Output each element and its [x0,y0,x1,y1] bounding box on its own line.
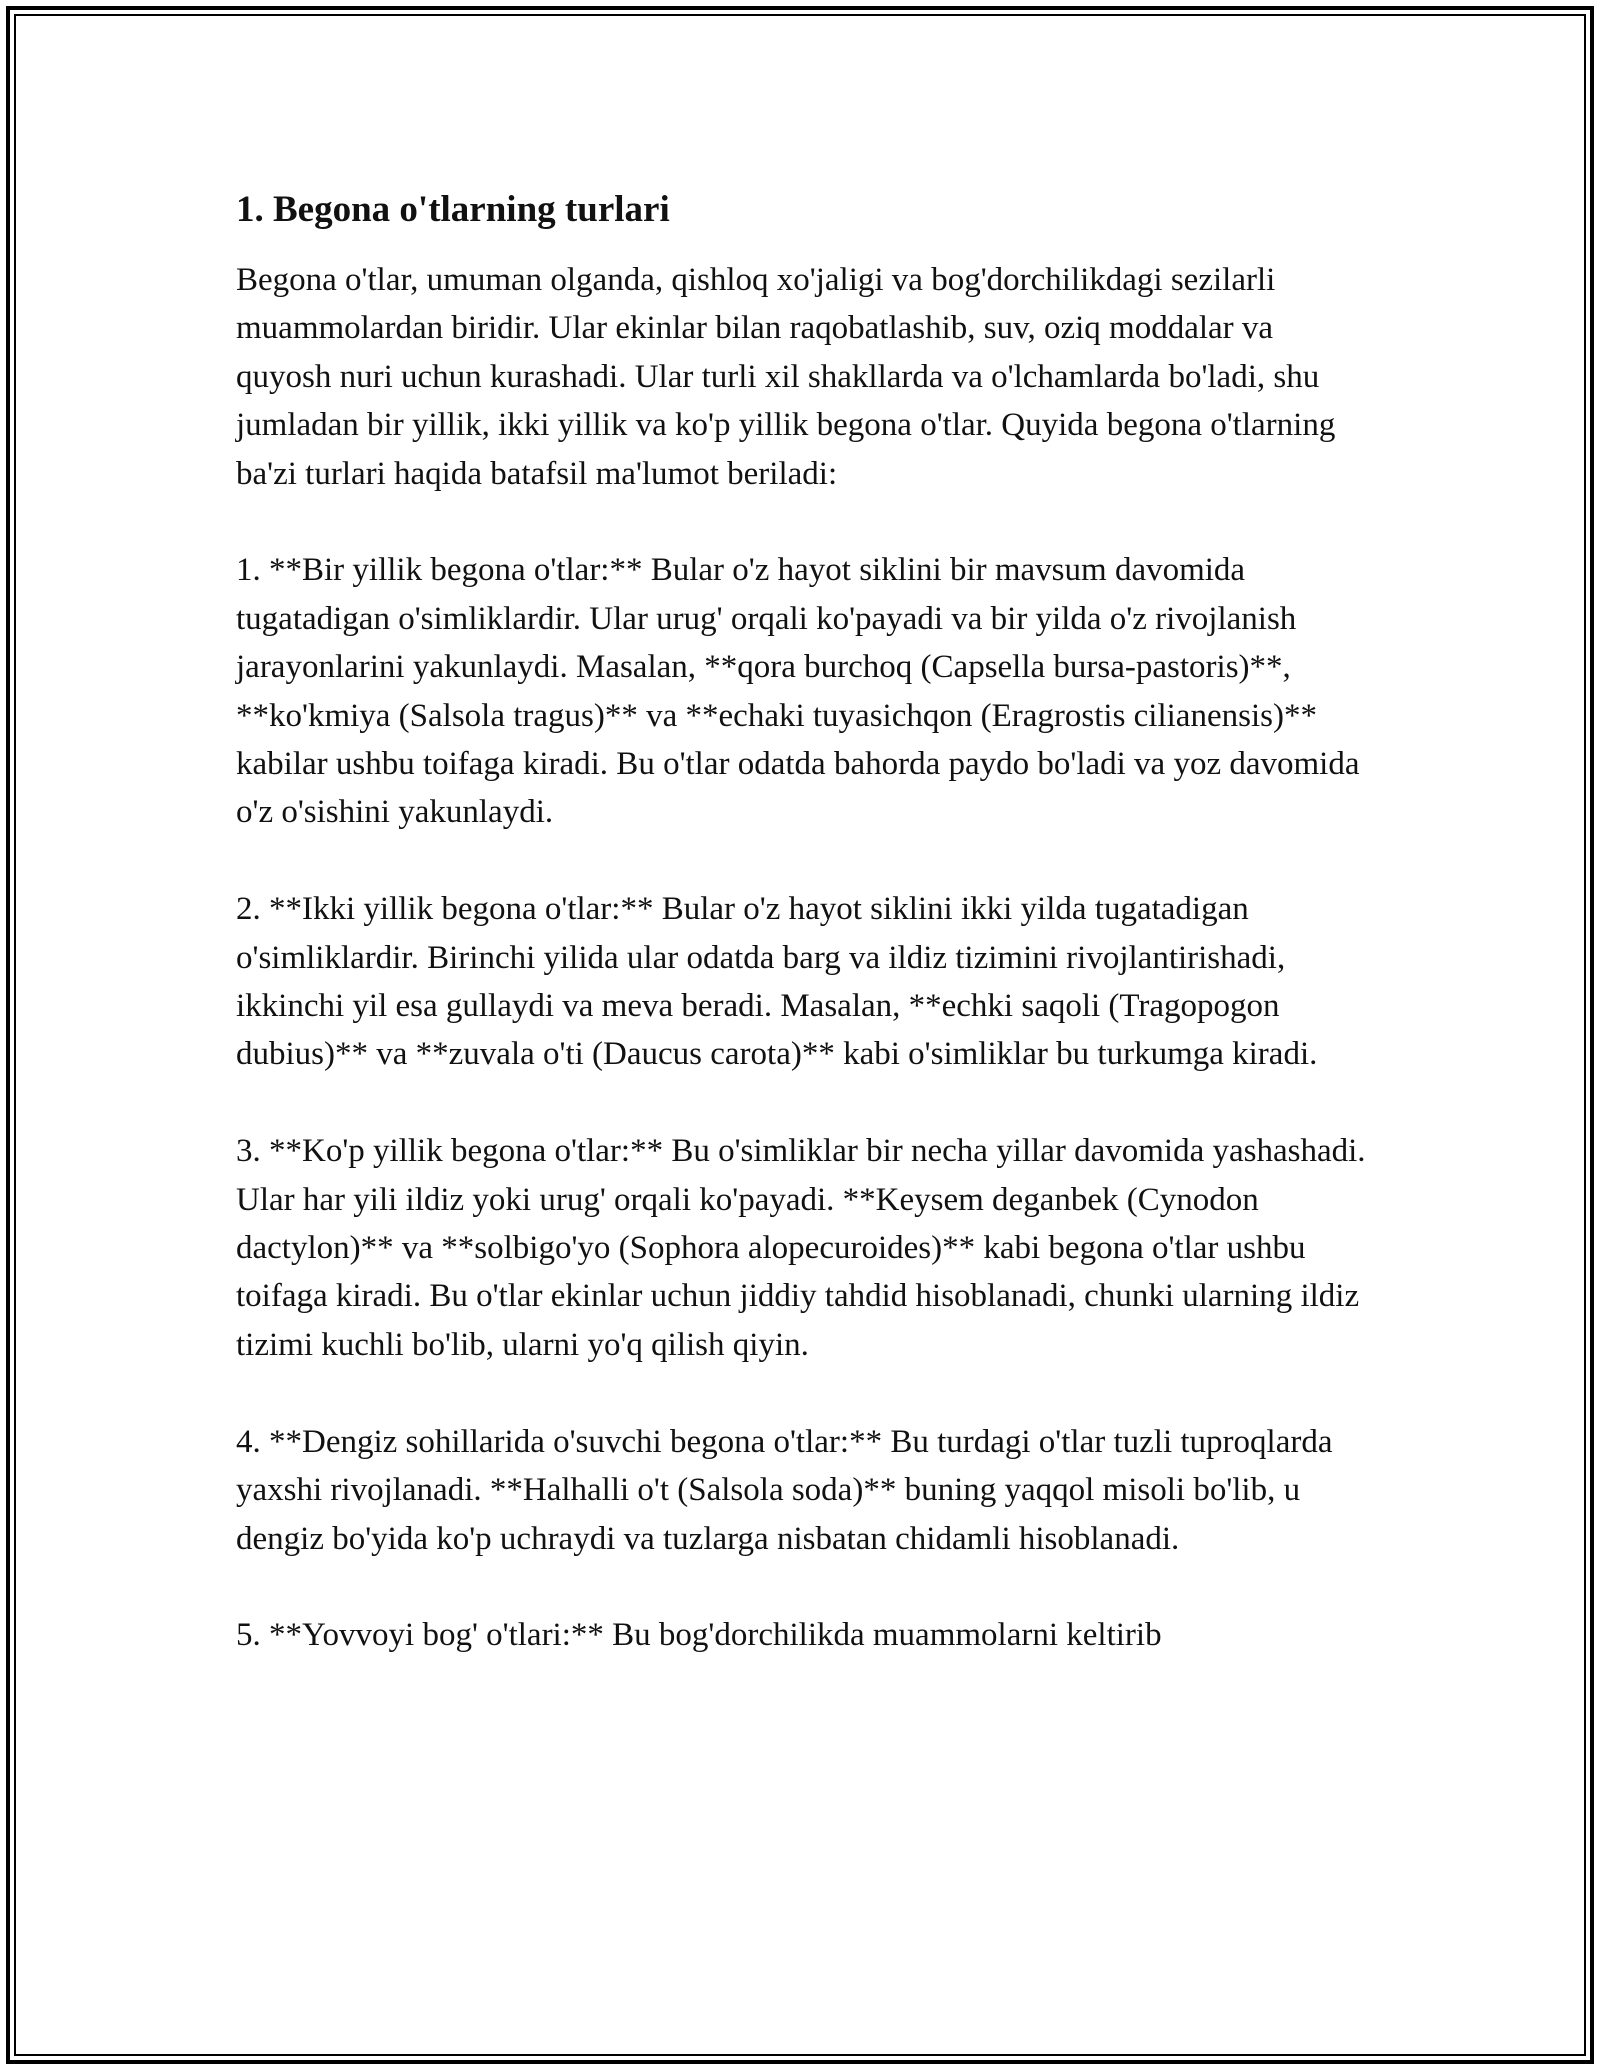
annual-weeds-paragraph: 1. **Bir yillik begona o'tlar:** Bular o'z hayot siklini bir mavsum davomida tugatadigan o'simliklardir. Ular urug' orqali ko'payadi va bir yilda o'z rivojlanish jarayonlarini yakunlaydi. Masalan, **qora burchoq (Capsella bursa-pastoris)**, **ko'kmiya (Salsola tragus)** va **echaki tuyasichqon (Eragrostis cilianensis)** kabilar ushbu toifaga kiradi. Bu o'tlar odatda bahorda paydo bo'ladi va yoz davomida o'z o'sishini yakunlaydi. [236,552,1360,831]
intro-paragraph: Begona o'tlar, umuman olganda, qishloq xo'jaligi va bog'dorchilikdagi sezilarli muammolardan biridir. Ular ekinlar bilan raqobatlashib, suv, oziq moddalar va quyosh nuri uchun kurashadi. Ular turli xil shakllarda va o'lchamlarda bo'ladi, shu jumladan bir yillik, ikki yillik va ko'p yillik begona o'tlar. Quyida begona o'tlarning ba'zi turlari haqida batafsil ma'lumot beriladi: [236,262,1336,492]
wild-garden-weeds-paragraph: 5. **Yovvoyi bog' o'tlari:** Bu bog'dorchilikda muammolarni keltirib [236,1617,1162,1654]
perennial-weeds-paragraph: 3. **Ko'p yillik begona o'tlar:** Bu o'simliklar bir necha yillar davomida yashashadi. Ular har yili ildiz yoki urug' orqali ko'payadi. **Keysem deganbek (Cynodon dactylon)** va **solbigo'yo (Sophora alopecuroides)** kabi begona o'tlar ushbu toifaga kiradi. Bu o'tlar ekinlar uchun jiddiy tahdid hisoblanadi, chunki ularning ildiz tizimi kuchli bo'lib, ularni yo'q qilish qiyin. [236,1133,1366,1363]
document-body [236,186,1366,1708]
coastal-weeds-paragraph: 4. **Dengiz sohillarida o'suvchi begona o'tlar:** Bu turdagi o'tlar tuzli tuproqlarda yaxshi rivojlanadi. **Halhalli o't (Salsola soda)** buning yaqqol misoli bo'lib, u dengiz bo'yida ko'p uchraydi va tuzlarga nisbatan chidamli hisoblanadi. [236,1423,1333,1557]
biennial-weeds-paragraph: 2. **Ikki yillik begona o'tlar:** Bular o'z hayot siklini ikki yilda tugatadigan o'simliklardir. Birinchi yilida ular odatda barg va ildiz tizimini rivojlantirishadi, ikkinchi yil esa gullaydi va meva beradi. Masalan, **echki saqoli (Tragopogon dubius)** va **zuvala o'ti (Daucus carota)** kabi o'simliklar bu turkumga kiradi. [236,891,1318,1073]
section-heading: 1. Begona o'tlarning turlari [236,189,670,230]
